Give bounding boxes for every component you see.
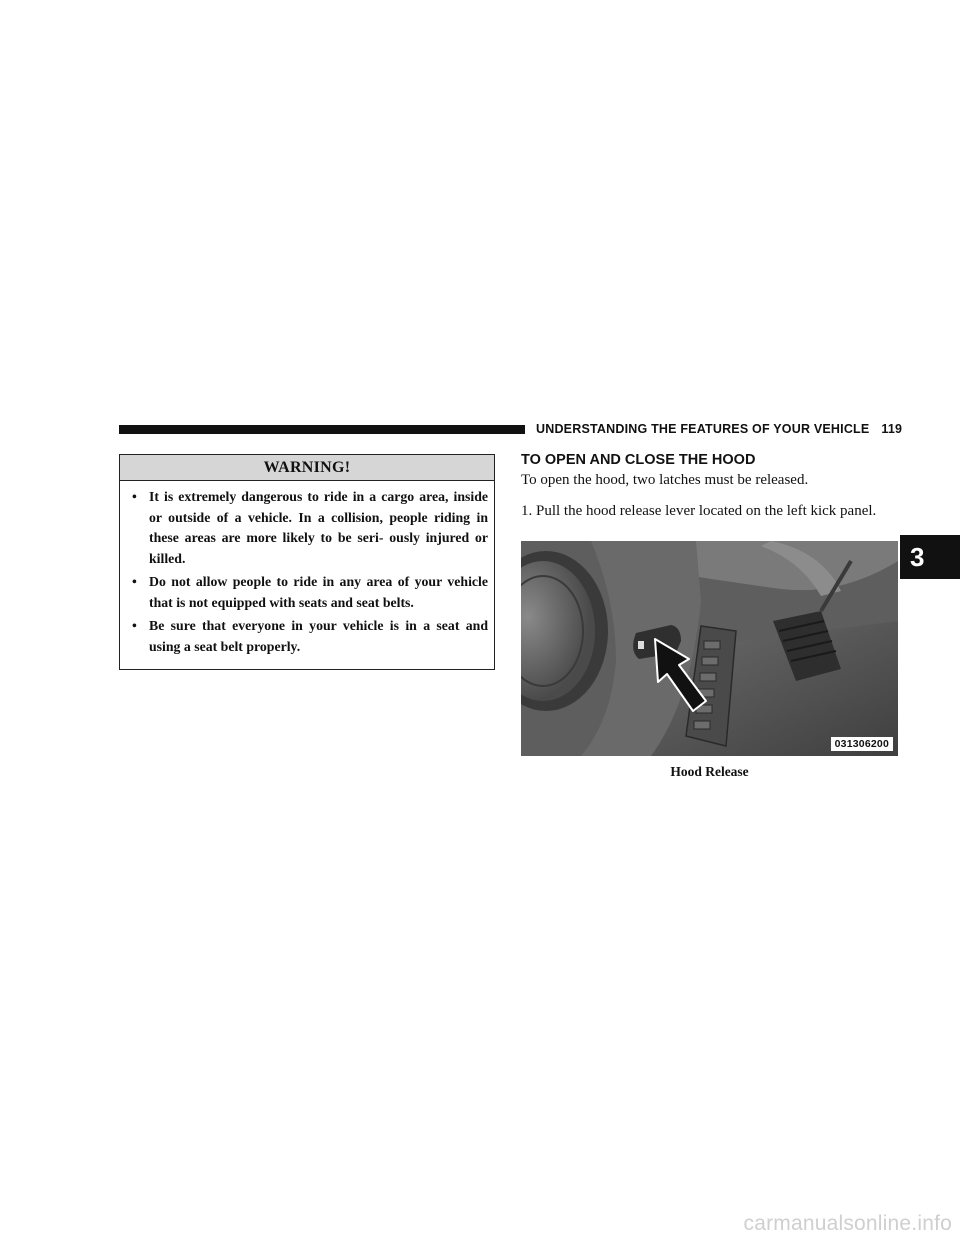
bullet-icon: • [132, 489, 137, 504]
bullet-icon: • [132, 574, 137, 589]
chapter-tab-number: 3 [910, 541, 925, 572]
step-1-paragraph: 1. Pull the hood release lever located on the left kick panel. [521, 503, 877, 519]
chapter-tab [900, 535, 960, 579]
watermark: carmanualsonline.info [743, 1212, 952, 1235]
warning-item-text: Be sure that everyone in your vehicle is in a seat and using a seat belt properly. [149, 618, 488, 654]
intro-paragraph: To open the hood, two latches must be released. [521, 472, 809, 488]
warning-box [119, 454, 495, 670]
warning-item-text: Do not allow people to ride in any area of your vehicle that is not equipped with seats and seat belts. [149, 574, 488, 610]
figure-code: 031306200 [831, 737, 893, 751]
figure-caption: Hood Release [670, 764, 749, 779]
header-title-text: UNDERSTANDING THE FEATURES OF YOUR VEHICLE [536, 422, 870, 436]
running-header [536, 422, 902, 436]
warning-item-text: It is extremely dangerous to ride in a cargo area, inside or outside of a vehicle. In a collision, people riding in these areas are more likely to be seri- ously injured or killed. [149, 489, 488, 566]
page-number: 119 [881, 422, 903, 436]
warning-item [132, 616, 488, 657]
warning-item [132, 572, 488, 613]
header-rule [119, 425, 525, 434]
bullet-icon: • [132, 618, 137, 633]
hood-release-illustration [521, 541, 898, 756]
kick-panel-drawing [521, 541, 898, 756]
warning-list [120, 481, 494, 657]
warning-item [132, 487, 488, 569]
section-title: TO OPEN AND CLOSE THE HOOD [521, 452, 756, 468]
warning-title: WARNING! [120, 455, 494, 481]
